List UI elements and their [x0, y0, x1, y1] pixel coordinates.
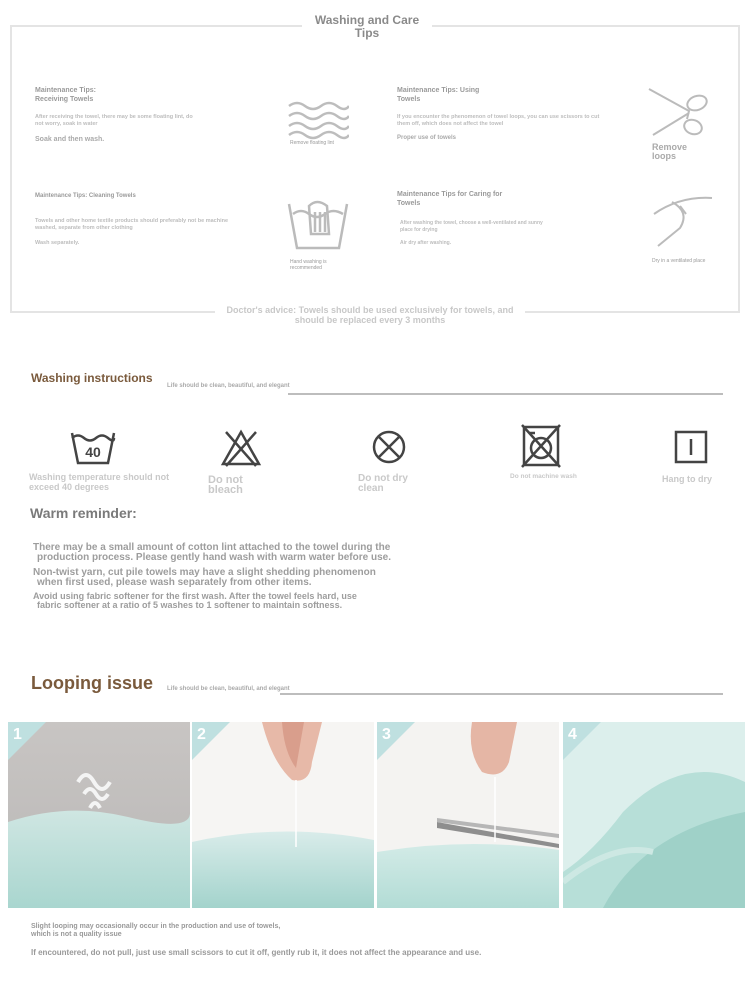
looping-note: Slight looping may occasionally occur in the production and use of towels, which is not a quality issue — [31, 923, 281, 938]
wash-caption: Do not bleach — [208, 474, 243, 496]
tip-text: After receiving the towel, there may be some floating lint, do not worry, soak in water — [35, 114, 193, 127]
section-divider — [288, 393, 723, 395]
reminder-line: fabric softener at a ratio of 5 washes to 1 softener to maintain softness. — [37, 600, 343, 610]
step-number: 1 — [13, 726, 22, 743]
tip-sub: Soak and then wash. — [35, 136, 105, 143]
icon-caption: Dry in a ventilated place — [652, 258, 706, 264]
step-photo — [192, 722, 374, 908]
tip-sub: Air dry after washing. — [400, 240, 452, 246]
scissors-icon — [645, 85, 715, 140]
wash-temperature: 40 — [85, 444, 101, 460]
tip-text: After washing the towel, choose a well-ventilated and sunny place for drying — [400, 220, 543, 233]
waves-icon — [287, 100, 349, 140]
no-dry-clean-icon — [371, 429, 407, 465]
looping-heading: Looping issue — [31, 673, 154, 693]
reminder-line: Avoid using fabric softener for the first wash. After the towel feels hard, use — [33, 591, 357, 601]
no-bleach-icon — [220, 428, 262, 468]
hang-dry-icon — [673, 429, 709, 465]
icon-caption: Hand washing is recommended — [290, 259, 327, 271]
reminder-line: Non-twist yarn, cut pile towels may have a slight shedding phenomenon — [33, 567, 376, 578]
wash-caption: Do not machine wash — [510, 473, 577, 480]
slogan: Life should be clean, beautiful, and elegant — [167, 383, 290, 389]
reminder-line: production process. Please gently hand wash with warm water before use. — [37, 552, 391, 563]
washing-instructions-heading: Washing instructions — [31, 371, 153, 385]
tip-sub: Wash separately. — [35, 240, 80, 246]
section-divider — [280, 693, 723, 695]
looping-advice: If encountered, do not pull, just use small scissors to cut it off, gently rub it, it does not affect the appearance and use. — [31, 948, 482, 957]
wash-caption: Do not dry clean — [358, 473, 408, 494]
step-number: 4 — [568, 726, 577, 743]
icon-caption: Remove loops — [652, 142, 688, 161]
step-photo — [563, 722, 745, 908]
no-machine-wash-icon — [521, 424, 561, 468]
tip-text: Towels and other home textile products should preferably not be machine washed, separate from other clothing — [35, 218, 229, 231]
tip-heading: Maintenance Tips: Using Towels — [397, 87, 480, 103]
wash-caption: Hang to dry — [662, 474, 713, 484]
tip-heading: Maintenance Tips: Receiving Towels — [35, 87, 96, 103]
tip-heading: Maintenance Tips: Cleaning Towels — [35, 193, 136, 199]
tip-sub: Proper use of towels — [397, 135, 457, 141]
warm-reminder-title: Warm reminder: — [30, 505, 137, 521]
tip-heading: Maintenance Tips for Caring for Towels — [397, 191, 503, 207]
hand-wash-icon — [287, 198, 349, 253]
wash-40-icon — [70, 430, 116, 466]
care-tips-panel — [10, 25, 740, 313]
step-photo — [377, 722, 559, 908]
hanger-icon — [650, 192, 715, 250]
reminder-line: There may be a small amount of cotton lint attached to the towel during the — [33, 542, 391, 553]
step-photo — [8, 722, 190, 908]
doctor-advice: Doctor's advice: Towels should be used exclusively for towels, and should be replaced every 3 months — [215, 305, 525, 325]
reminder-line: when first used, please wash separately from other items. — [37, 577, 312, 588]
care-tips-title: Washing and Care Tips — [302, 14, 432, 40]
step-number: 2 — [197, 726, 206, 743]
slogan: Life should be clean, beautiful, and elegant — [167, 686, 290, 692]
tip-text: If you encounter the phenomenon of towel loops, you can use scissors to cut them off, which does not affect the towel — [397, 114, 600, 127]
step-number: 3 — [382, 726, 391, 743]
wash-caption: Washing temperature should not exceed 40 degrees — [29, 472, 170, 492]
icon-caption: Remove floating lint — [290, 140, 334, 146]
